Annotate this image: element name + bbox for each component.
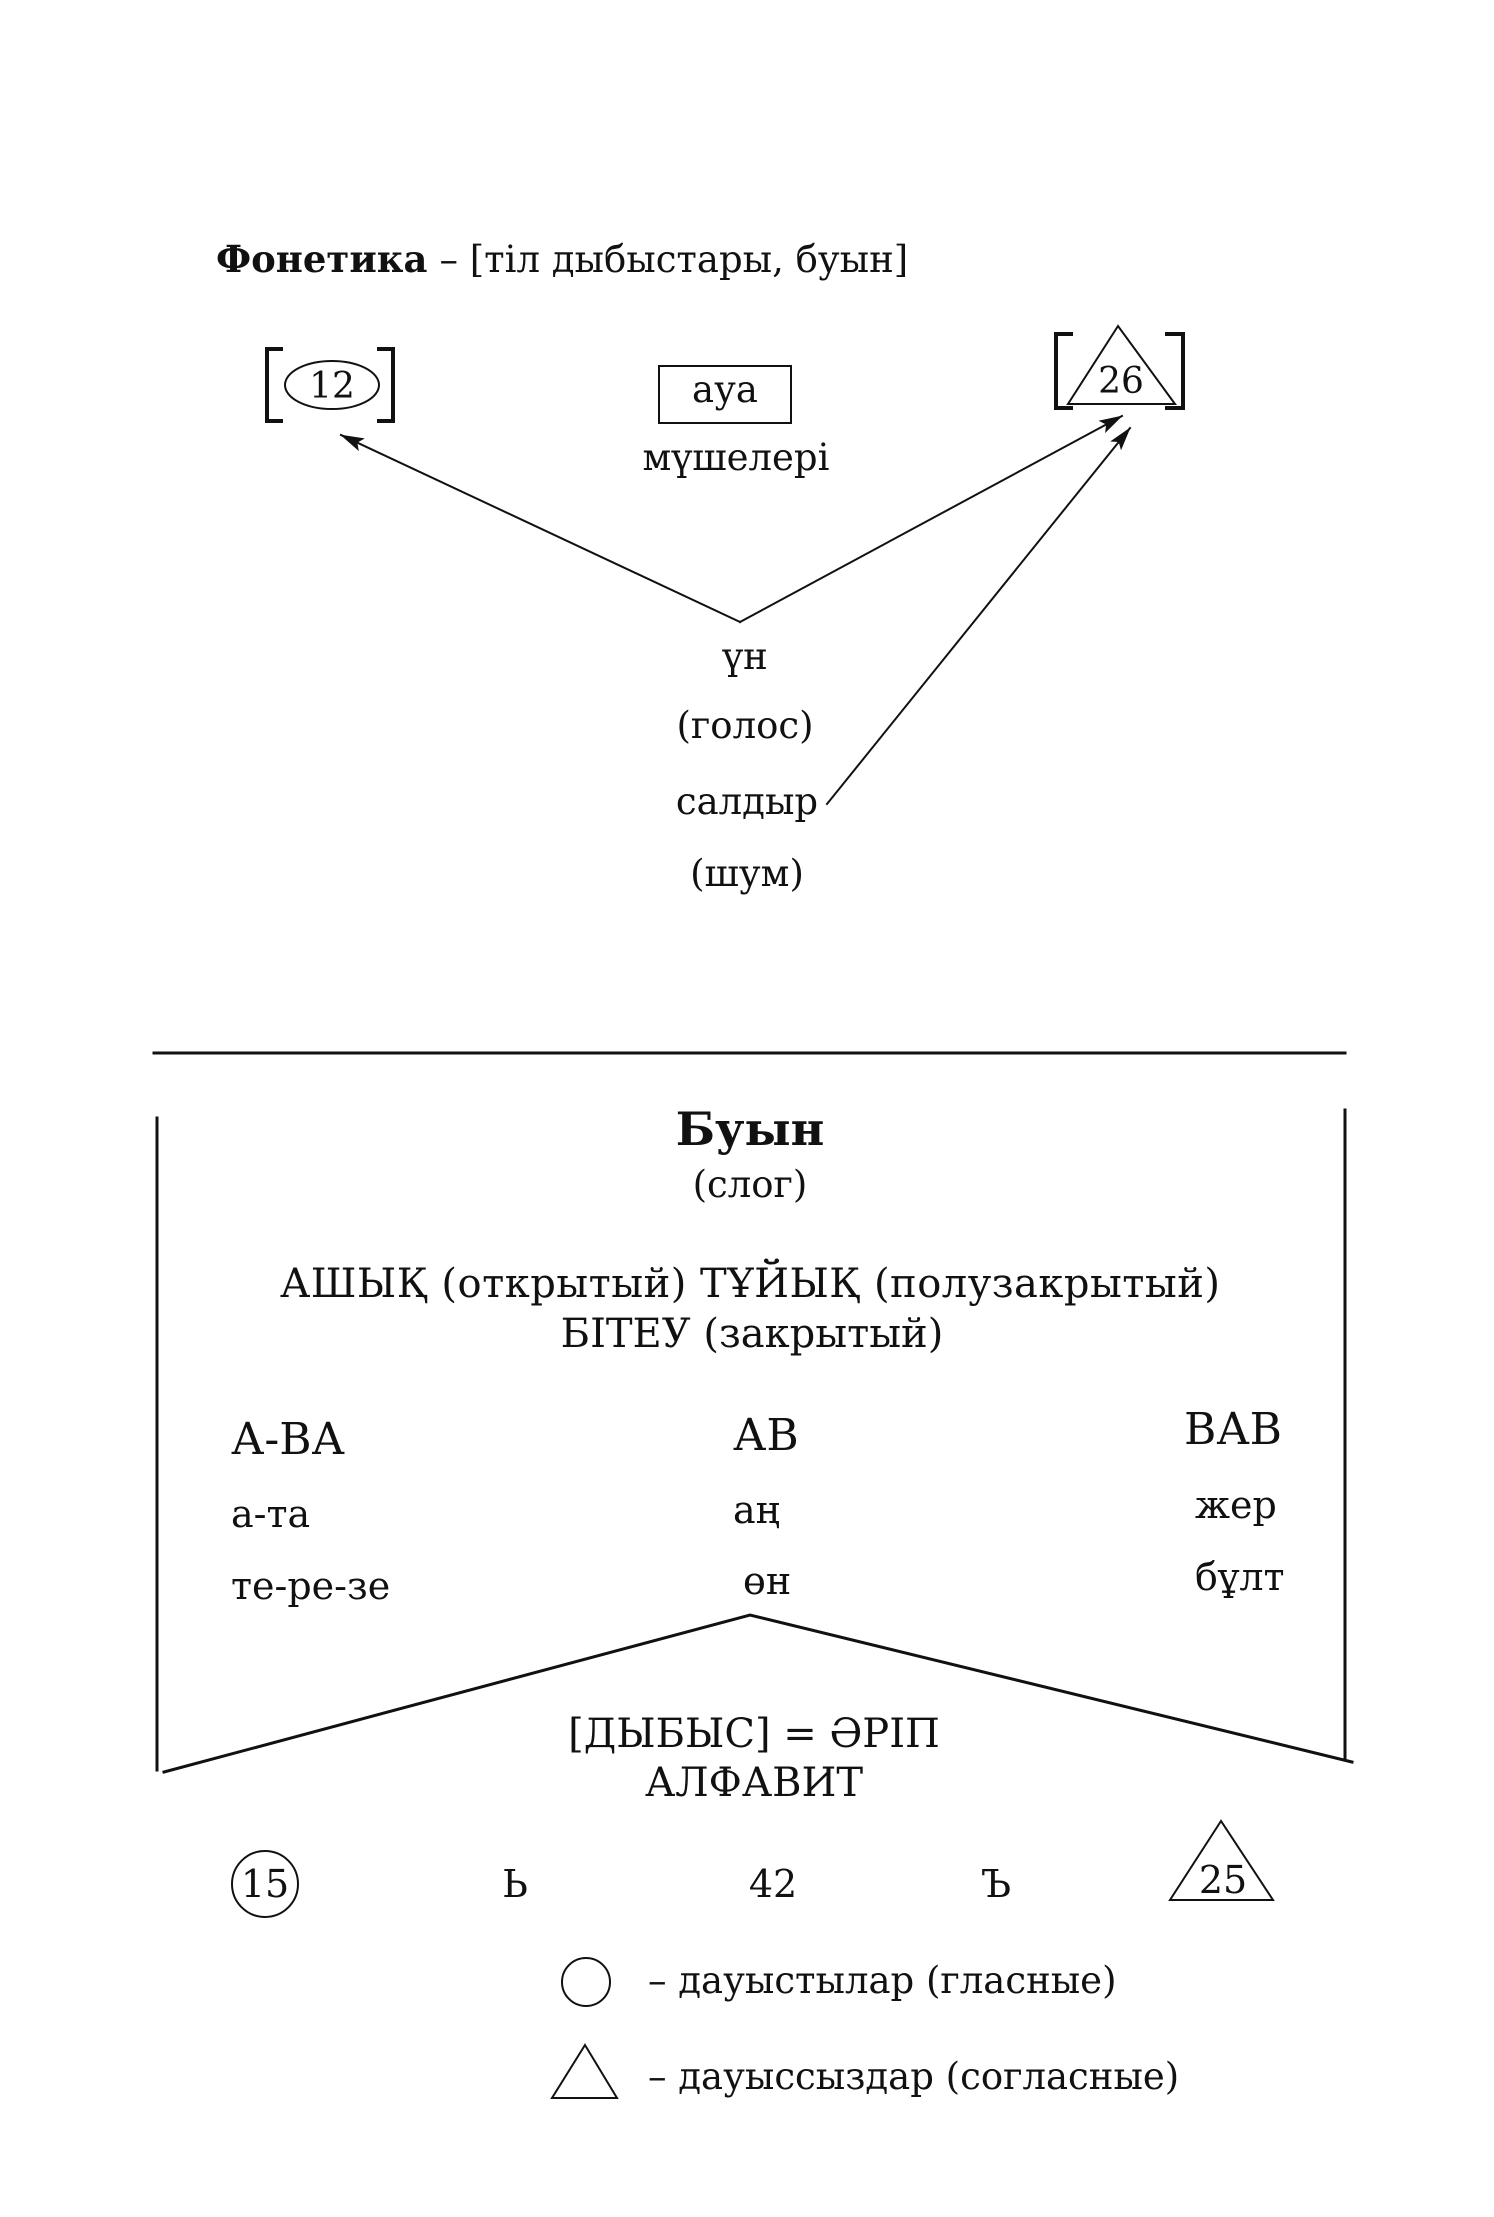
phonetics-definition: – [тіл дыбыстары, буын] [439, 238, 909, 281]
open-syllable-example-2: те-ре-зе [231, 1564, 391, 1608]
source-noise: салдыр [675, 780, 819, 823]
syllable-heading: Буын [675, 1102, 825, 1156]
speech-organs-box-label: ауа [692, 368, 758, 411]
source-voice: үн [722, 635, 768, 678]
syllable-types-line-1: АШЫҚ (открытый) ТҰЙЫҚ (полузакрытый) [280, 1261, 1220, 1307]
half-closed-syllable-example-2: өн [743, 1559, 792, 1603]
open-syllable-example-1: а-та [231, 1492, 311, 1536]
source-noise-translation: (шум) [690, 852, 804, 895]
source-voice-translation: (голос) [676, 704, 814, 747]
syllable-types-line-2: БІТЕУ (закрытый) [560, 1311, 944, 1357]
syllable-heading-translation: (слог) [692, 1163, 808, 1206]
phonetics-title [216, 237, 908, 281]
alphabet-total-count: 42 [748, 1862, 798, 1906]
half-closed-syllable-example-1: аң [733, 1488, 781, 1532]
closed-syllable-pattern: ВАВ [1184, 1404, 1282, 1455]
alphabet-consonant-count: 25 [1198, 1858, 1248, 1902]
half-closed-syllable-pattern: АВ [733, 1410, 799, 1461]
open-syllable-pattern: А-ВА [231, 1414, 345, 1465]
alphabet-vowel-count: 15 [240, 1862, 290, 1906]
alphabet-label: АЛФАВИТ [644, 1760, 864, 1806]
phonetics-term: Фонетика [216, 237, 428, 281]
sound-letter-equation: [ДЫБЫС] = ӘРІП [568, 1711, 940, 1757]
vowel-count: 12 [309, 366, 355, 407]
legend-consonants-text: – дауыссыздар (согласные) [648, 2055, 1180, 2098]
legend-vowels-text: – дауыстылар (гласные) [648, 1959, 1117, 2002]
soft-sign: Ь [502, 1862, 528, 1906]
speech-organs-caption: мүшелері [642, 436, 830, 479]
closed-syllable-example-1: жер [1195, 1483, 1277, 1527]
consonant-count: 26 [1098, 361, 1144, 402]
closed-syllable-example-2: бұлт [1195, 1555, 1285, 1599]
hard-sign: Ъ [980, 1862, 1012, 1906]
